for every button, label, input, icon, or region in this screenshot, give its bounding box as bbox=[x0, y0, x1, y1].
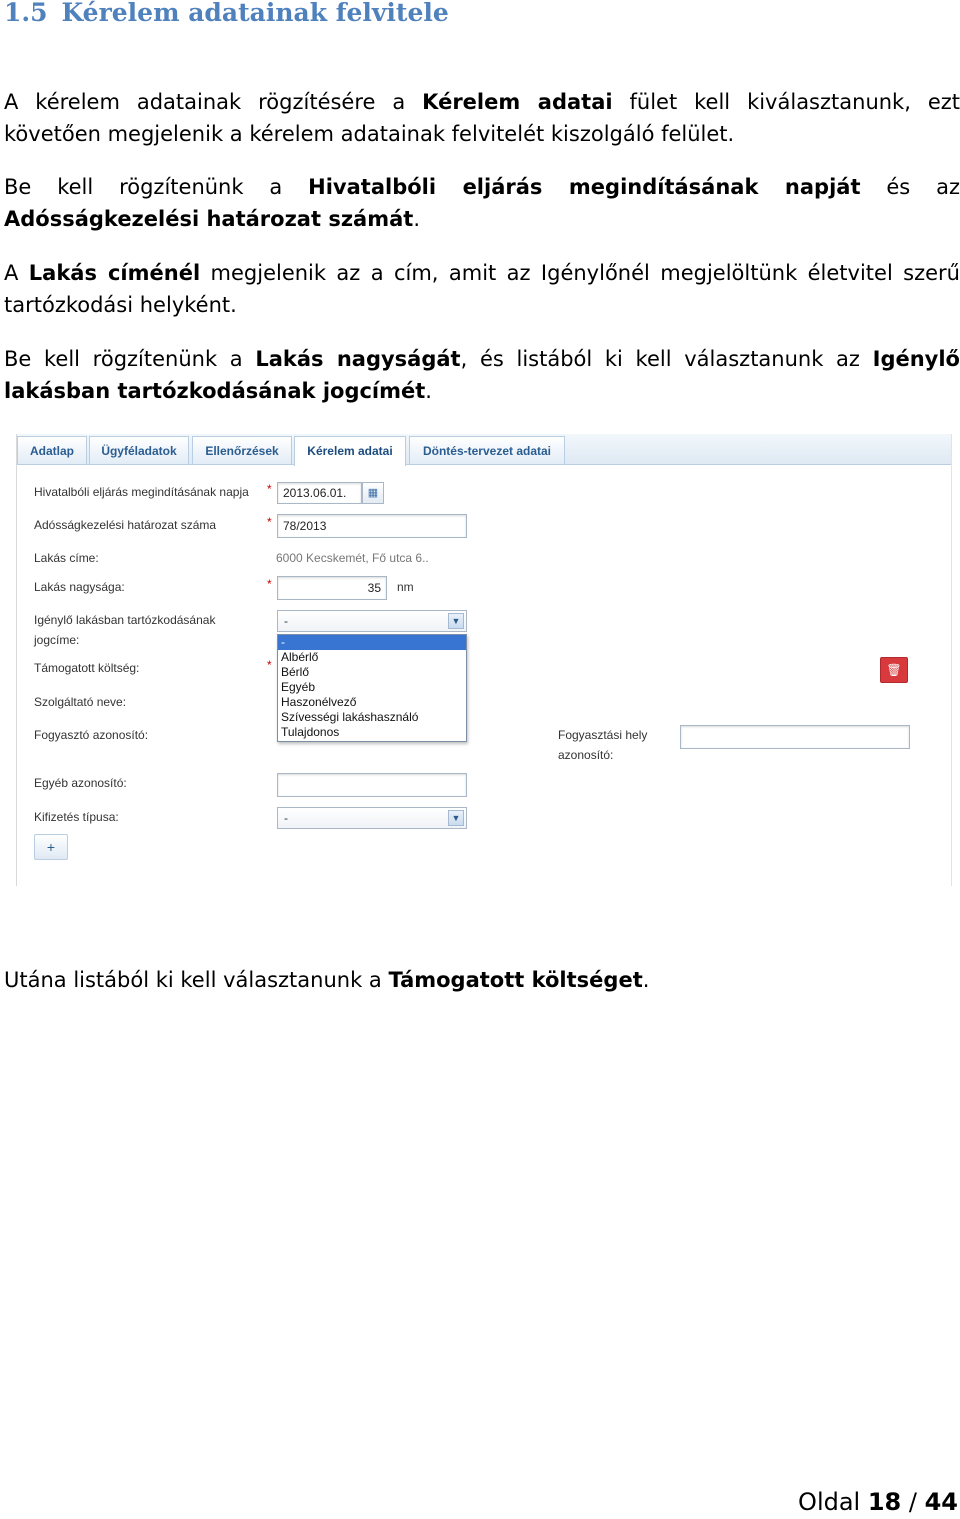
text: A bbox=[4, 261, 29, 285]
kifizetes-selected: - bbox=[284, 811, 288, 825]
page-footer bbox=[798, 1488, 958, 1516]
text: Utána listából ki kell választanunk a bbox=[4, 968, 389, 992]
section-title: Kérelem adatainak felvitele bbox=[61, 0, 449, 27]
lakas-nagysaga-field[interactable]: 35 bbox=[277, 576, 387, 600]
trash-icon: 🗑 bbox=[886, 663, 902, 677]
text: és az bbox=[860, 175, 960, 199]
hatarozat-szama-field[interactable]: 78/2013 bbox=[277, 514, 467, 538]
jogcim-label: Igénylő lakásban tartózkodásának bbox=[34, 613, 216, 627]
dropdown-option[interactable]: Tulajdonos bbox=[281, 725, 340, 739]
fogyaszto-azonosito-label: Fogyasztó azonosító: bbox=[34, 728, 149, 742]
kifizetes-tipusa-select[interactable] bbox=[277, 807, 467, 829]
fogyasztasi-hely-label: Fogyasztási hely bbox=[558, 728, 648, 742]
eljaras-napja-field[interactable]: 2013.06.01. bbox=[277, 482, 362, 504]
page-total: 44 bbox=[924, 1488, 958, 1516]
bold-text: Igénylő lakásban tartózkodásának jogcímét bbox=[4, 347, 960, 403]
text: Be kell rögzítenünk a bbox=[4, 175, 309, 199]
fogyasztasi-hely-field[interactable] bbox=[680, 725, 910, 749]
jogcim-select[interactable] bbox=[277, 610, 467, 632]
required-mark: * bbox=[267, 515, 272, 529]
dropdown-option[interactable]: Albérlő bbox=[281, 650, 319, 664]
tab-kerelem-adatai[interactable]: Kérelem adatai bbox=[294, 436, 406, 466]
bold-text: Támogatott költséget bbox=[388, 968, 643, 992]
page-number: 18 bbox=[867, 1488, 902, 1516]
tamogatott-koltseg-label: Támogatott költség: bbox=[34, 661, 140, 675]
bold-text: Adósságkezelési határozat számát bbox=[4, 207, 414, 231]
egyeb-azonosito-field[interactable] bbox=[277, 773, 467, 797]
dropdown-option[interactable]: - bbox=[278, 635, 466, 650]
required-mark: * bbox=[267, 658, 272, 672]
application-screenshot bbox=[16, 434, 952, 886]
hatarozat-szama-label: Adósságkezelési határozat száma bbox=[34, 518, 217, 532]
calendar-icon[interactable]: ▦ bbox=[362, 482, 384, 504]
paragraph-4 bbox=[4, 343, 960, 407]
text: megjelenik az a cím, amit az Igénylőnél megjelöltünk életvitel szerű tartózkodási helyként. bbox=[4, 261, 960, 317]
dropdown-option[interactable]: Bérlő bbox=[281, 665, 310, 679]
paragraph-1 bbox=[4, 86, 960, 150]
jogcim-selected: - bbox=[284, 614, 288, 628]
bold-text: Lakás címénél bbox=[28, 261, 201, 285]
section-heading bbox=[4, 0, 449, 27]
chevron-down-icon[interactable]: ▼ bbox=[448, 613, 464, 629]
lakas-cime-label: Lakás címe: bbox=[34, 551, 99, 565]
section-number: 1.5 bbox=[4, 0, 48, 27]
lakas-cime-value: 6000 Kecskemét, Fő utca 6.. bbox=[276, 551, 429, 565]
dropdown-option[interactable]: Egyéb bbox=[281, 680, 316, 694]
dropdown-option[interactable]: Haszonélvező bbox=[281, 695, 357, 709]
kifizetes-tipusa-label: Kifizetés típusa: bbox=[34, 810, 119, 824]
eljaras-napja-label: Hivatalbóli eljárás megindításának napja bbox=[34, 485, 249, 499]
text: . bbox=[425, 379, 432, 403]
text: . bbox=[413, 207, 421, 231]
add-button[interactable]: + bbox=[34, 834, 68, 860]
lakas-nagysaga-label: Lakás nagysága: bbox=[34, 580, 125, 594]
jogcim-label-2: jogcíme: bbox=[34, 633, 80, 647]
tab-adatlap[interactable]: Adatlap bbox=[17, 436, 87, 464]
egyeb-azonosito-label: Egyéb azonosító: bbox=[34, 776, 127, 790]
chevron-down-icon[interactable]: ▼ bbox=[448, 810, 464, 826]
jogcim-dropdown-list bbox=[277, 634, 467, 742]
text: , és listából ki kell választanunk az bbox=[460, 347, 873, 371]
bold-text: Lakás nagyságát bbox=[255, 347, 461, 371]
text: Be kell rögzítenünk a bbox=[4, 347, 256, 371]
required-mark: * bbox=[267, 577, 272, 591]
tab-bar bbox=[17, 434, 951, 465]
tab-ugyfeladatok[interactable]: Ügyféladatok bbox=[89, 436, 189, 464]
page-prefix: Oldal bbox=[798, 1488, 868, 1516]
fogyasztasi-hely-label-2: azonosító: bbox=[558, 748, 614, 762]
tab-dontes-tervezet-adatai[interactable]: Döntés-tervezet adatai bbox=[409, 436, 565, 464]
paragraph-2 bbox=[4, 171, 960, 235]
delete-button[interactable] bbox=[880, 657, 908, 683]
paragraph-3 bbox=[4, 257, 960, 321]
bold-text: Kérelem adatai bbox=[422, 90, 613, 114]
bold-text: Hivatalbóli eljárás megindításának napját bbox=[308, 175, 861, 199]
required-mark: * bbox=[267, 482, 272, 496]
page-separator: / bbox=[901, 1488, 925, 1516]
text: . bbox=[642, 968, 650, 992]
unit-label: nm bbox=[397, 580, 414, 594]
paragraph-5 bbox=[4, 964, 960, 996]
tab-ellenorzesek[interactable]: Ellenőrzések bbox=[192, 436, 292, 464]
text: fület kell kiválasztanunk, ezt követően megjelenik a kérelem adatainak felvitelét kiszolgáló felület. bbox=[4, 90, 960, 146]
text: A kérelem adatainak rögzítésére a bbox=[4, 90, 423, 114]
dropdown-option[interactable]: Szívességi lakáshasználó bbox=[281, 710, 419, 724]
szolgaltato-neve-label: Szolgáltató neve: bbox=[34, 695, 127, 709]
